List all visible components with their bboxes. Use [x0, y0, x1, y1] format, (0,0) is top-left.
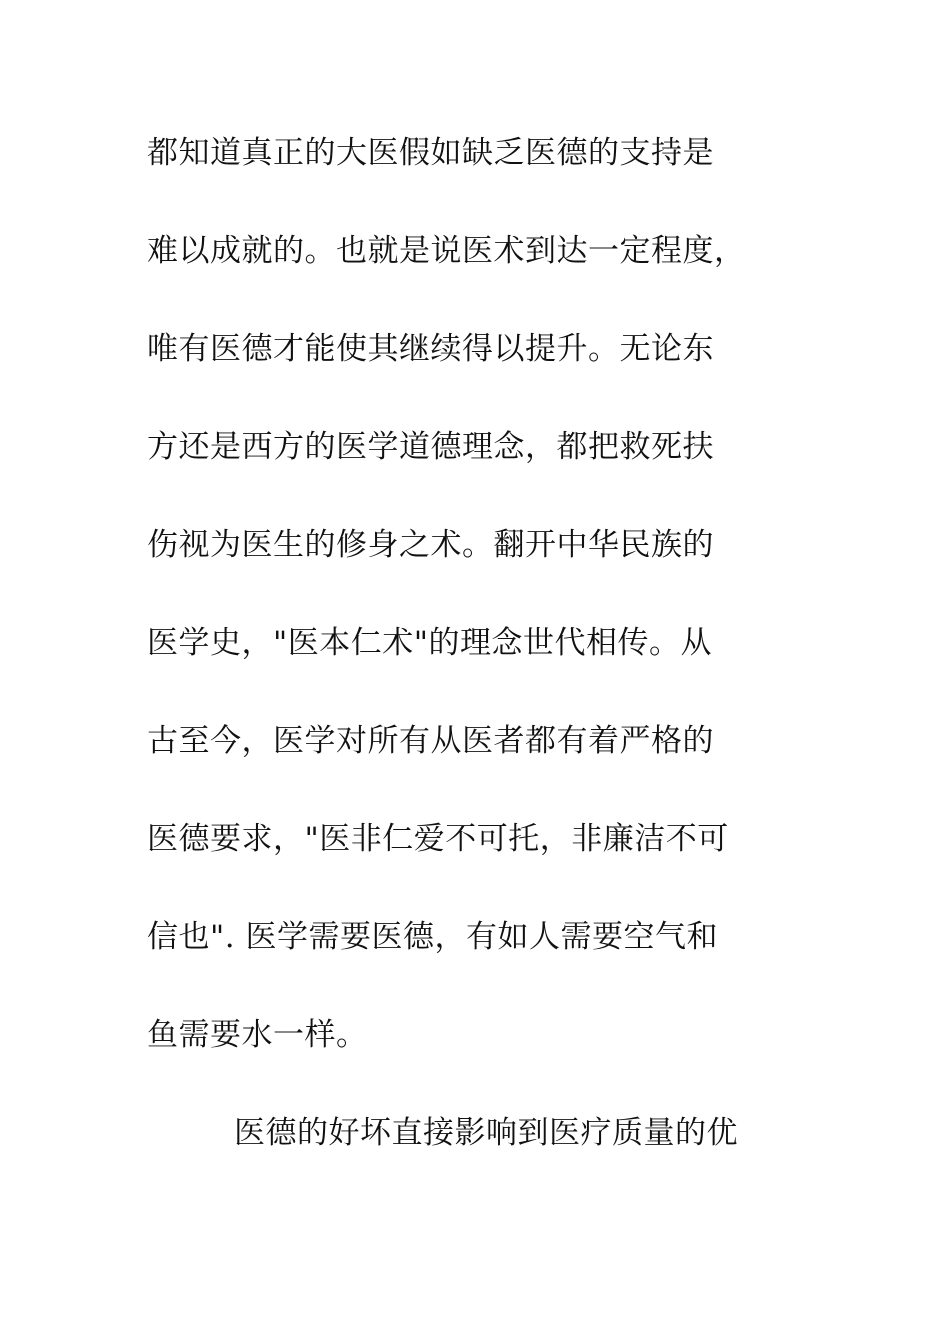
- body-text-line-3: 唯有医德才能使其继续得以提升。无论东: [147, 331, 714, 367]
- body-text-line-2: 难以成就的。也就是说医术到达一定程度，: [147, 233, 746, 269]
- body-text-line-1: 都知道真正的大医假如缺乏医德的支持是: [147, 135, 714, 171]
- body-text-line-7: 古至今，医学对所有从医者都有着严格的: [147, 723, 714, 759]
- paragraph-2-line-1: 医德的好坏直接影响到医疗质量的优: [234, 1115, 738, 1151]
- body-text-line-9: 信也". 医学需要医德，有如人需要空气和: [147, 919, 718, 955]
- body-text-line-6: 医学史，"医本仁术"的理念世代相传。从: [147, 625, 713, 661]
- body-text-line-8: 医德要求，"医非仁爱不可托，非廉洁不可: [147, 821, 729, 857]
- body-text-line-4: 方还是西方的医学道德理念，都把救死扶: [147, 429, 714, 465]
- body-text-line-10: 鱼需要水一样。: [147, 1017, 368, 1053]
- body-text-line-5: 伤视为医生的修身之术。翻开中华民族的: [147, 527, 714, 563]
